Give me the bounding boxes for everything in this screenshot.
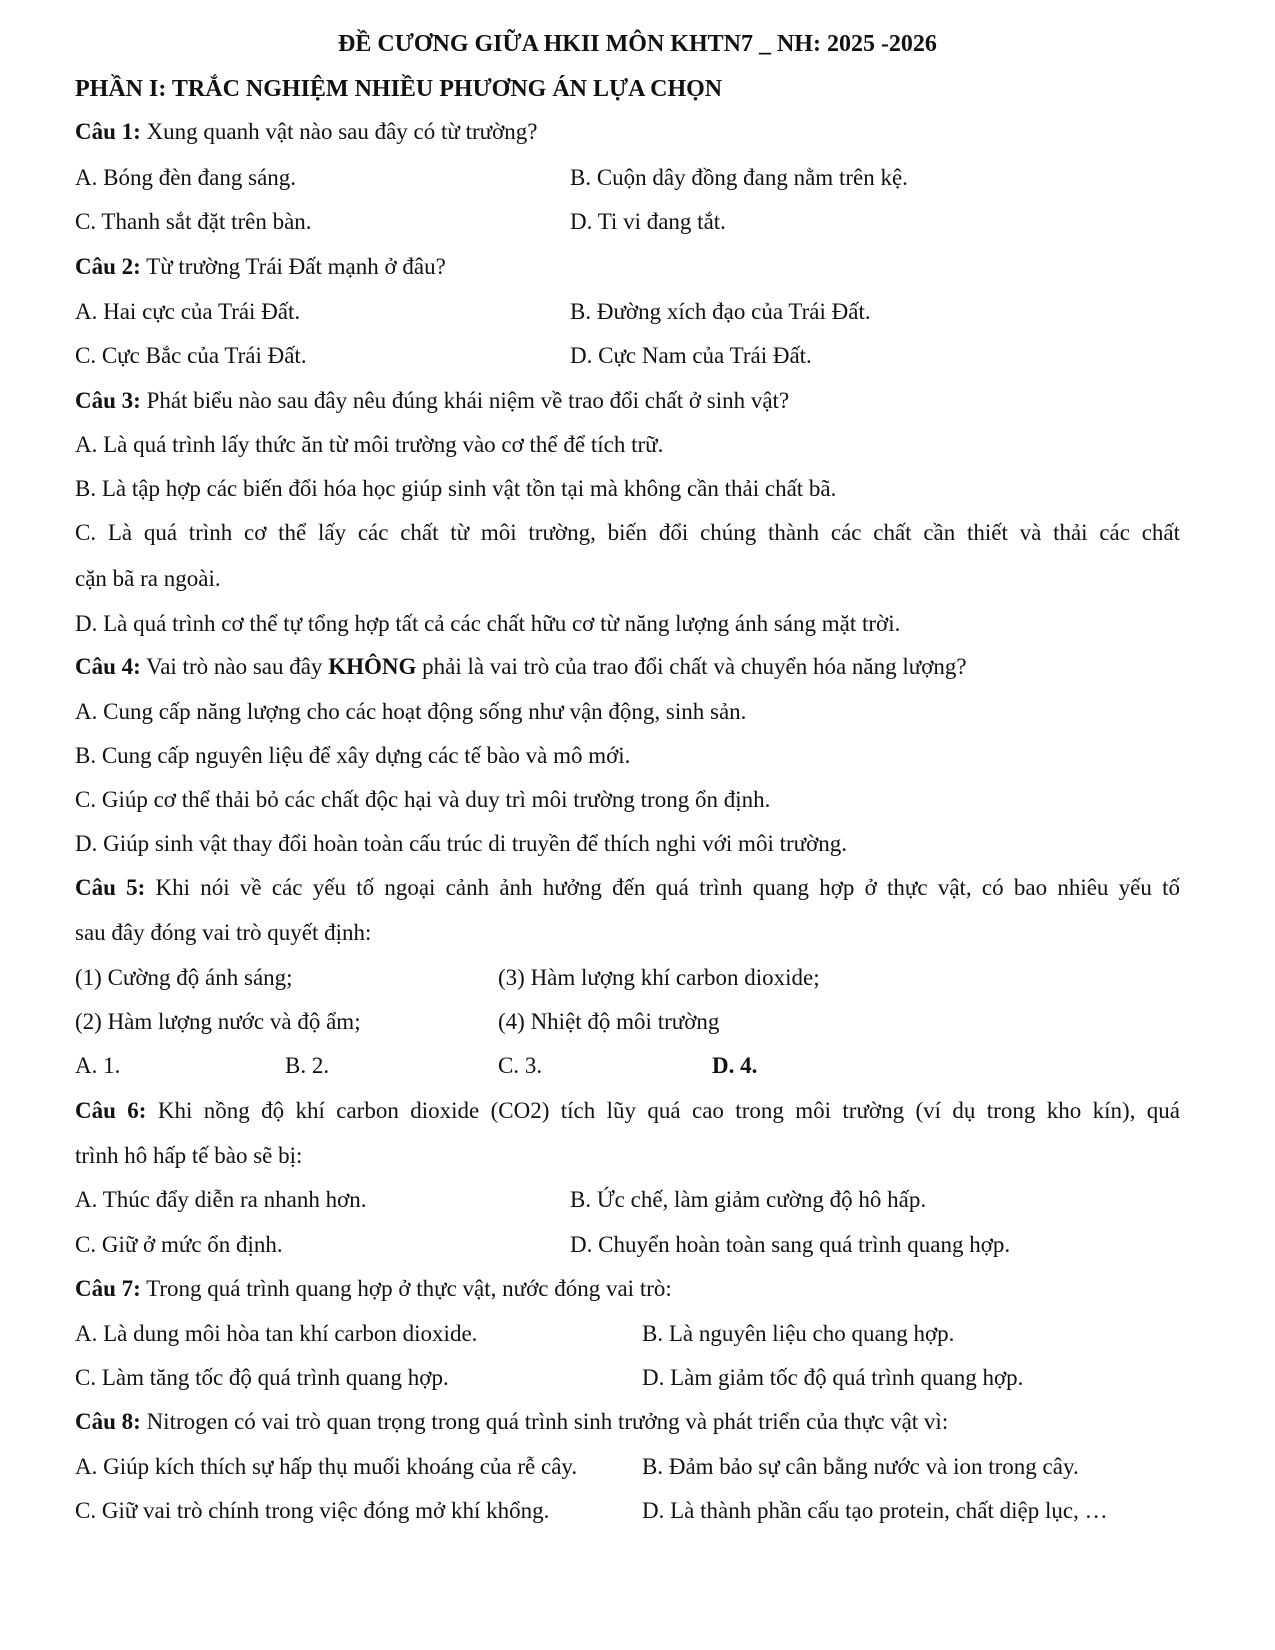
option-a: A. 1. <box>75 1053 121 1078</box>
question-text: Từ trường Trái Đất mạnh ở đâu? <box>140 254 446 279</box>
option-d: D. Ti vi đang tắt. <box>570 209 726 234</box>
question-text: phải là vai trò của trao đổi chất và chuyển hóa năng lượng? <box>416 654 967 679</box>
option-b: B. Cung cấp nguyên liệu để xây dựng các tế bào và mô mới. <box>75 743 631 768</box>
emphasis-text: KHÔNG <box>328 654 417 679</box>
option-c: C. Cực Bắc của Trái Đất. <box>75 343 307 368</box>
option-b: B. Là tập hợp các biến đổi hóa học giúp sinh vật tồn tại mà không cần thải chất bã. <box>75 476 837 501</box>
option-b: B. Là nguyên liệu cho quang hợp. <box>642 1321 955 1346</box>
question-label: Câu 5: <box>75 875 146 900</box>
question-label: Câu 3: <box>75 388 141 413</box>
option-b: B. Đường xích đạo của Trái Đất. <box>570 299 871 324</box>
option-a: A. Hai cực của Trái Đất. <box>75 299 301 324</box>
option-d: D. Giúp sinh vật thay đổi hoàn toàn cấu trúc di truyền để thích nghi với môi trường. <box>75 831 848 856</box>
section-heading: PHẦN I: TRẮC NGHIỆM NHIỀU PHƯƠNG ÁN LỰA CHỌN <box>75 76 723 102</box>
question-label: Câu 8: <box>75 1409 141 1434</box>
factor-2: (2) Hàm lượng nước và độ ẩm; <box>75 1009 361 1034</box>
option-d: D. Chuyển hoàn toàn sang quá trình quang hợp. <box>570 1232 1011 1257</box>
factor-1: (1) Cường độ ánh sáng; <box>75 965 293 990</box>
option-c-line-2: cặn bã ra ngoài. <box>75 566 221 591</box>
option-c: C. Giúp cơ thể thải bỏ các chất độc hại và duy trì môi trường trong ổn định. <box>75 787 771 812</box>
factor-3: (3) Hàm lượng khí carbon dioxide; <box>498 965 820 990</box>
question-7 <box>75 1275 1235 1303</box>
question-text: Vai trò nào sau đây <box>140 654 329 679</box>
option-b: B. 2. <box>285 1053 330 1078</box>
question-5-continued: sau đây đóng vai trò quyết định: <box>75 920 372 945</box>
option-a: A. Là dung môi hòa tan khí carbon dioxide. <box>75 1321 478 1346</box>
option-c-line-1: C. Là quá trình cơ thể lấy các chất từ môi trường, biến đổi chúng thành các chất cần thiết và thải các chất <box>75 520 1180 545</box>
option-d: D. Là thành phần cấu tạo protein, chất diệp lục, … <box>642 1498 1108 1523</box>
question-label: Câu 7: <box>75 1276 141 1301</box>
option-c: C. Làm tăng tốc độ quá trình quang hợp. <box>75 1365 449 1390</box>
option-a: A. Là quá trình lấy thức ăn từ môi trường vào cơ thể để tích trữ. <box>75 432 664 457</box>
question-text: Xung quanh vật nào sau đây có từ trường? <box>140 119 538 144</box>
question-text: Khi nồng độ khí carbon dioxide (CO2) tích lũy quá cao trong môi trường (ví dụ trong kho kín), quá <box>146 1098 1181 1123</box>
option-c: C. Thanh sắt đặt trên bàn. <box>75 209 312 234</box>
option-a: A. Giúp kích thích sự hấp thụ muối khoáng của rễ cây. <box>75 1454 578 1479</box>
option-d: D. 4. <box>712 1053 758 1078</box>
option-c: C. Giữ vai trò chính trong việc đóng mở khí khổng. <box>75 1498 550 1523</box>
option-c: C. Giữ ở mức ổn định. <box>75 1232 283 1257</box>
question-label: Câu 1: <box>75 119 141 144</box>
option-a: A. Cung cấp năng lượng cho các hoạt động sống như vận động, sinh sản. <box>75 699 747 724</box>
option-c: C. 3. <box>498 1053 543 1078</box>
question-label: Câu 6: <box>75 1098 147 1123</box>
option-a: A. Bóng đèn đang sáng. <box>75 165 297 190</box>
option-d: D. Là quá trình cơ thể tự tổng hợp tất cả các chất hữu cơ từ năng lượng ánh sáng mặt trời. <box>75 611 901 636</box>
factor-4: (4) Nhiệt độ môi trường <box>498 1009 720 1034</box>
question-5 <box>75 874 1180 902</box>
document-title: ĐỀ CƯƠNG GIỮA HKII MÔN KHTN7 _ NH: 2025 -2026 <box>338 31 937 57</box>
question-6-continued: trình hô hấp tế bào sẽ bị: <box>75 1143 303 1168</box>
question-6 <box>75 1097 1180 1125</box>
question-8 <box>75 1408 1235 1436</box>
question-text: Phát biểu nào sau đây nêu đúng khái niệm về trao đổi chất ở sinh vật? <box>140 388 790 413</box>
question-3 <box>75 387 1235 415</box>
option-a: A. Thúc đẩy diễn ra nhanh hơn. <box>75 1187 367 1212</box>
question-text: Khi nói về các yếu tố ngoại cảnh ảnh hưởng đến quá trình quang hợp ở thực vật, có bao nhiêu yếu tố <box>145 875 1181 900</box>
question-2 <box>75 253 1235 281</box>
question-1 <box>75 118 1235 146</box>
question-label: Câu 2: <box>75 254 141 279</box>
option-d: D. Làm giảm tốc độ quá trình quang hợp. <box>642 1365 1024 1390</box>
option-d: D. Cực Nam của Trái Đất. <box>570 343 812 368</box>
question-4 <box>75 653 1235 681</box>
question-label: Câu 4: <box>75 654 141 679</box>
question-text: Nitrogen có vai trò quan trọng trong quá trình sinh trưởng và phát triển của thực vật vì: <box>140 1409 949 1434</box>
option-b: B. Cuộn dây đồng đang nằm trên kệ. <box>570 165 908 190</box>
question-text: Trong quá trình quang hợp ở thực vật, nước đóng vai trò: <box>140 1276 672 1301</box>
option-b: B. Đảm bảo sự cân bằng nước và ion trong cây. <box>642 1454 1079 1479</box>
option-b: B. Ức chế, làm giảm cường độ hô hấp. <box>570 1187 927 1212</box>
